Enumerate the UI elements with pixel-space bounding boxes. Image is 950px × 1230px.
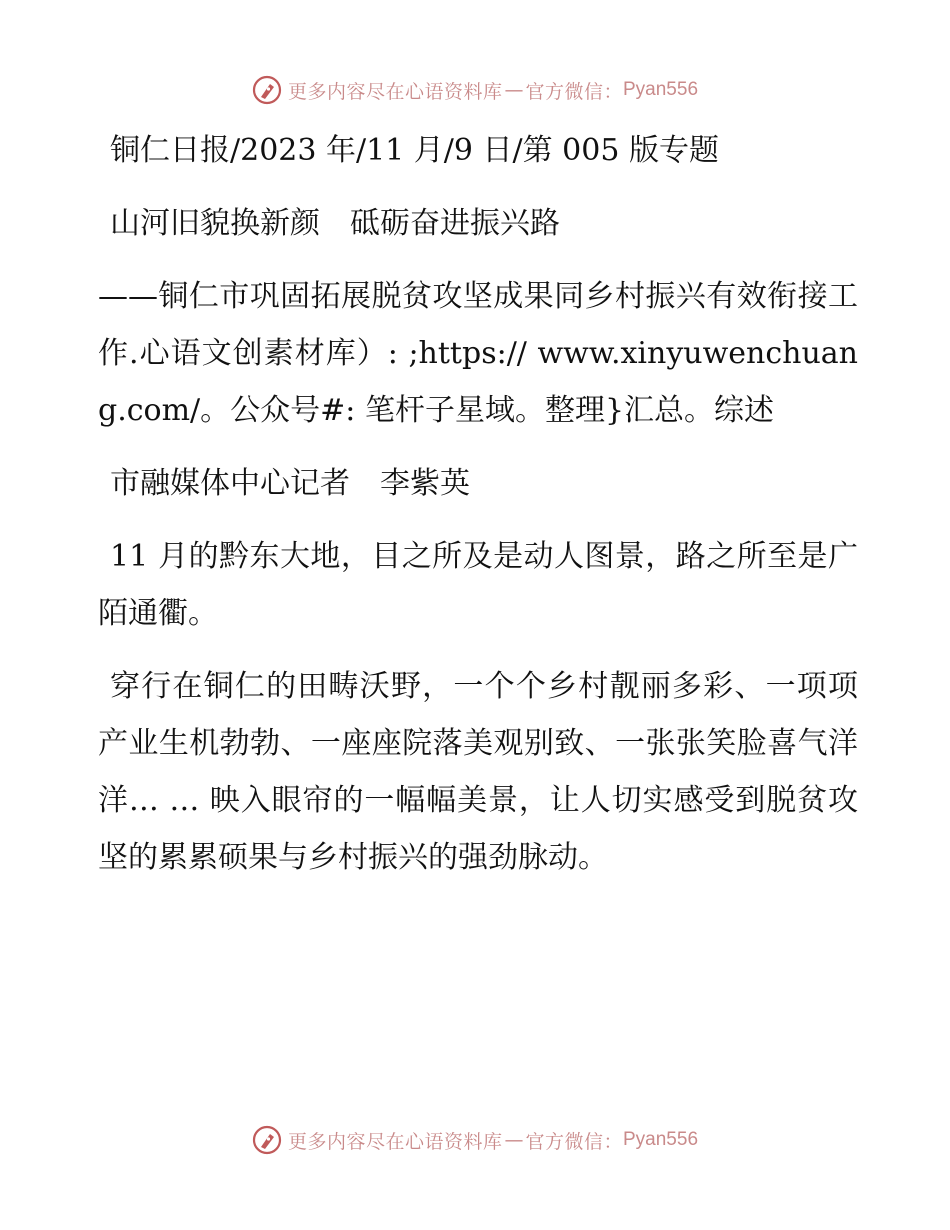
article-paragraph-1: 11 月的黔东大地，目之所及是动人图景，路之所至是广陌通衢。 bbox=[98, 539, 858, 631]
watermark-text: 更多内容尽在心语资料库 bbox=[287, 1130, 503, 1153]
watermark-text: 更多内容尽在心语资料库 bbox=[287, 80, 503, 103]
article-paragraph-2: 穿行在铜仁的田畴沃野，一个个乡村靓丽多彩、一项项产业生机勃勃、一座座院落美观别致、一张张笑脸喜气洋洋… … 映入眼帘的一幅幅美景，让人切实感受到脱贫攻坚的累累硕果与乡村振兴的强劲脉动。 bbox=[98, 669, 858, 875]
pen-nib-logo-icon bbox=[252, 1125, 282, 1155]
watermark-contact-label: 官方微信： bbox=[525, 1130, 623, 1153]
watermark-contact-id: Pyan556 bbox=[623, 79, 699, 100]
bottom-watermark bbox=[0, 1122, 950, 1158]
watermark-contact-id: Pyan556 bbox=[623, 1129, 699, 1150]
article-subtitle: ——铜仁市巩固拓展脱贫攻坚成果同乡村振兴有效衔接工作.心语文创素材库）: ;https:// www.xinyuwenchuang.com/。公众号#: 笔杆子星域。整理}汇总。综述 bbox=[98, 279, 858, 428]
watermark-contact-label: 官方微信： bbox=[525, 80, 623, 103]
article-body bbox=[98, 122, 858, 902]
watermark-dash: — bbox=[504, 79, 524, 101]
article-header-line: 铜仁日报/2023 年/11 月/9 日/第 005 版专题 bbox=[110, 133, 719, 168]
article-byline: 市融媒体中心记者 李紫英 bbox=[110, 466, 470, 501]
watermark-dash: — bbox=[504, 1129, 524, 1151]
pen-nib-logo-icon bbox=[252, 75, 282, 105]
top-watermark bbox=[0, 72, 950, 108]
article-title: 山河旧貌换新颜 砥砺奋进振兴路 bbox=[110, 206, 560, 241]
